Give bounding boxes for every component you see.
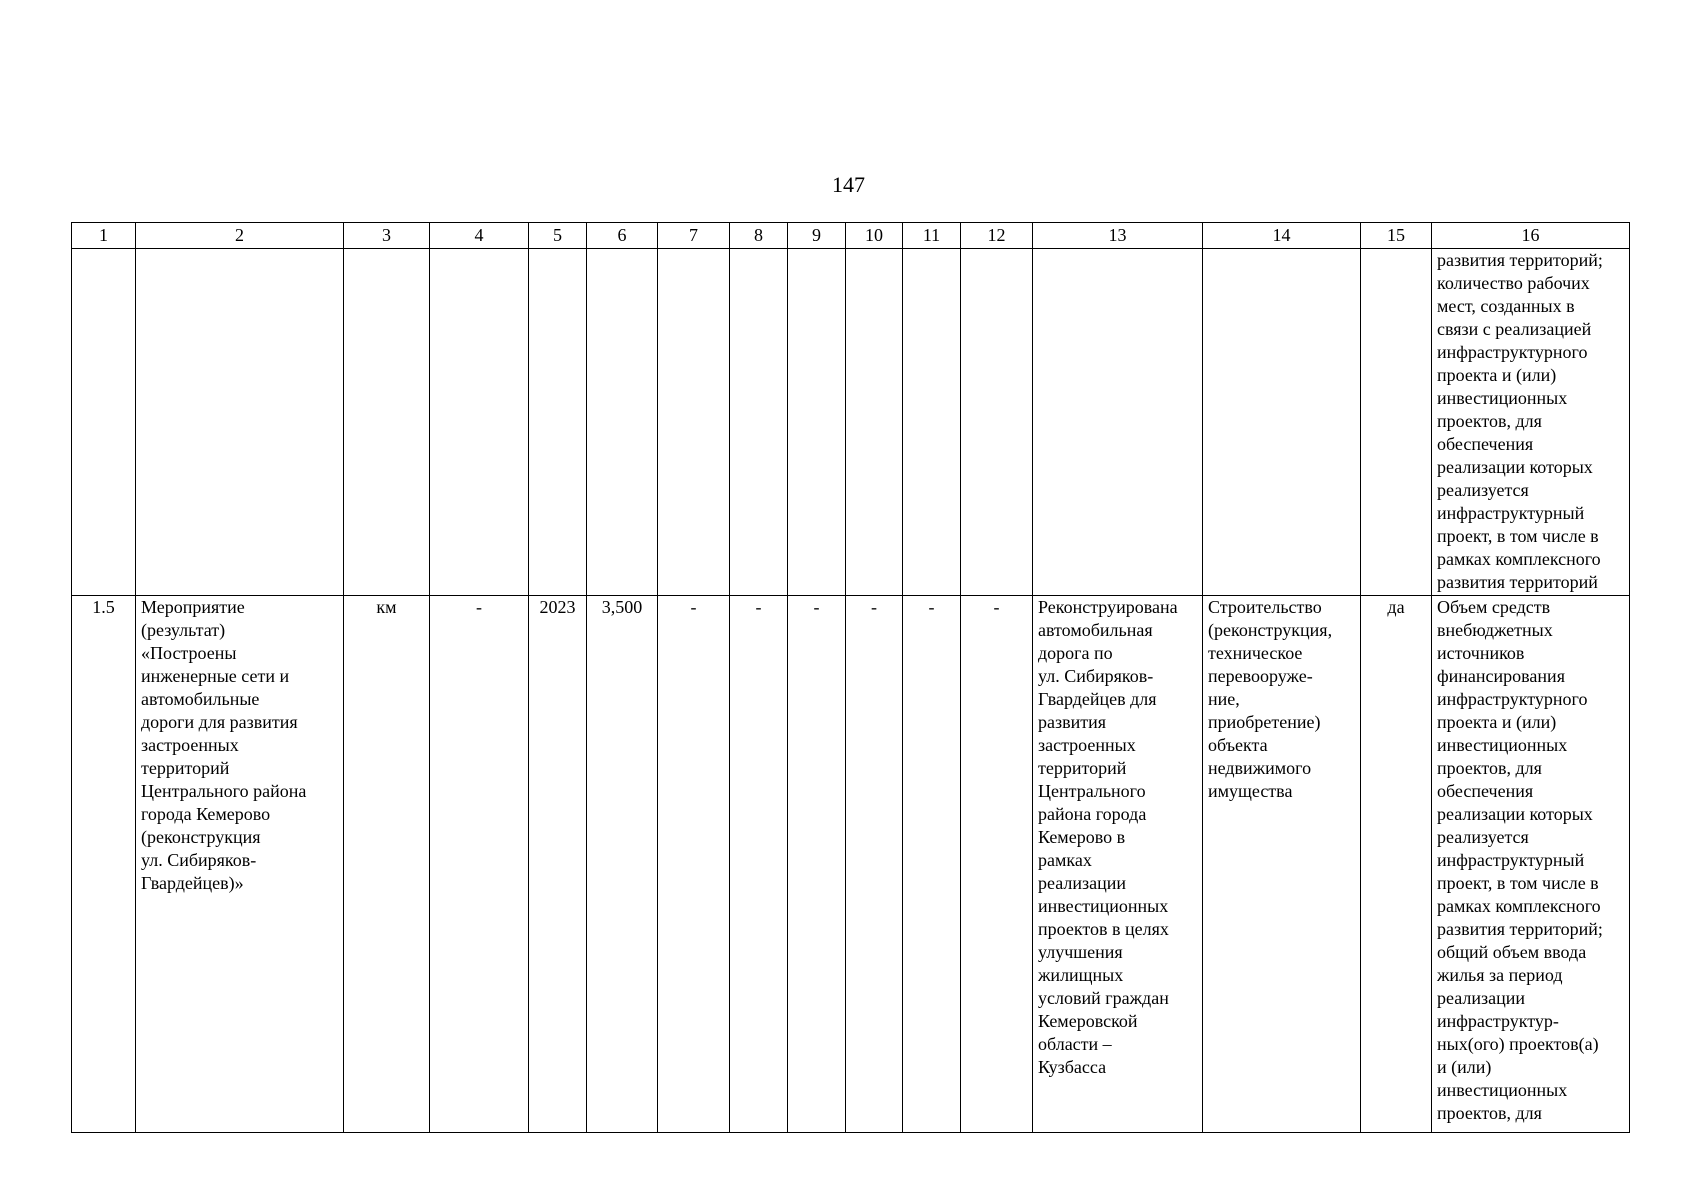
table-row (72, 249, 1630, 596)
column-header: 10 (846, 223, 903, 249)
column-header: 3 (344, 223, 430, 249)
cell-description: Реконструирована автомобильная дорога по ул. Сибиряков- Гвардейцев для развития застроенных территорий Центрального района города Кемерово в рамках реализации инвестиционных проектов в целях улучшения жилищных условий граждан Кемеровской области – Кузбасса (1033, 596, 1203, 1133)
cell-flag (1361, 249, 1432, 596)
column-header: 2 (136, 223, 344, 249)
cell-indicators: Объем средств внебюджетных источников финансирования инфраструктурного проекта и (или) инвестиционных проектов, для обеспечения реализации которых реализуется инфраструктурный проект, в том числе в рамках комплексного развития территорий; общий объем ввода жилья за период реализации инфраструктур- ных(ого) проектов(а) и (или) инвестиционных проектов, для (1432, 596, 1630, 1133)
column-header: 6 (587, 223, 658, 249)
cell-value: 3,500 (587, 596, 658, 1133)
cell-col12: - (961, 596, 1033, 1133)
column-header: 9 (788, 223, 846, 249)
cell-col9: - (788, 596, 846, 1133)
column-number-row (72, 223, 1630, 249)
cell-col12 (961, 249, 1033, 596)
cell-type: Строительство (реконструкция, техническое перевооруже- ние, приобретение) объекта недвижимого имущества (1203, 596, 1361, 1133)
cell-unit (344, 249, 430, 596)
column-header: 1 (72, 223, 136, 249)
column-header: 5 (529, 223, 587, 249)
cell-col7 (658, 249, 730, 596)
cell-year (529, 249, 587, 596)
cell-name: Мероприятие (результат) «Построены инженерные сети и автомобильные дороги для развития застроенных территорий Центрального района города Кемерово (реконструкция ул. Сибиряков- Гвардейцев)» (136, 596, 344, 1133)
column-header: 14 (1203, 223, 1361, 249)
cell-number: 1.5 (72, 596, 136, 1133)
column-header: 16 (1432, 223, 1630, 249)
column-header: 4 (430, 223, 529, 249)
cell-description (1033, 249, 1203, 596)
cell-name (136, 249, 344, 596)
cell-col10 (846, 249, 903, 596)
column-header: 7 (658, 223, 730, 249)
column-header: 11 (903, 223, 961, 249)
cell-flag: да (1361, 596, 1432, 1133)
cell-type (1203, 249, 1361, 596)
cell-year: 2023 (529, 596, 587, 1133)
cell-col4 (430, 249, 529, 596)
column-header: 12 (961, 223, 1033, 249)
column-header: 15 (1361, 223, 1432, 249)
results-table (71, 222, 1630, 1133)
cell-col9 (788, 249, 846, 596)
column-header: 8 (730, 223, 788, 249)
cell-value (587, 249, 658, 596)
cell-col10: - (846, 596, 903, 1133)
cell-col8: - (730, 596, 788, 1133)
cell-col7: - (658, 596, 730, 1133)
page-number: 147 (832, 172, 865, 197)
cell-number (72, 249, 136, 596)
cell-col4: - (430, 596, 529, 1133)
cell-indicators: развития территорий; количество рабочих мест, созданных в связи с реализацией инфраструктурного проекта и (или) инвестиционных проектов, для обеспечения реализации которых реализуется инфраструктурный проект, в том числе в рамках комплексного развития территорий (1432, 249, 1630, 596)
cell-unit: км (344, 596, 430, 1133)
cell-col11 (903, 249, 961, 596)
column-header: 13 (1033, 223, 1203, 249)
cell-col11: - (903, 596, 961, 1133)
cell-col8 (730, 249, 788, 596)
table-row (72, 596, 1630, 1133)
